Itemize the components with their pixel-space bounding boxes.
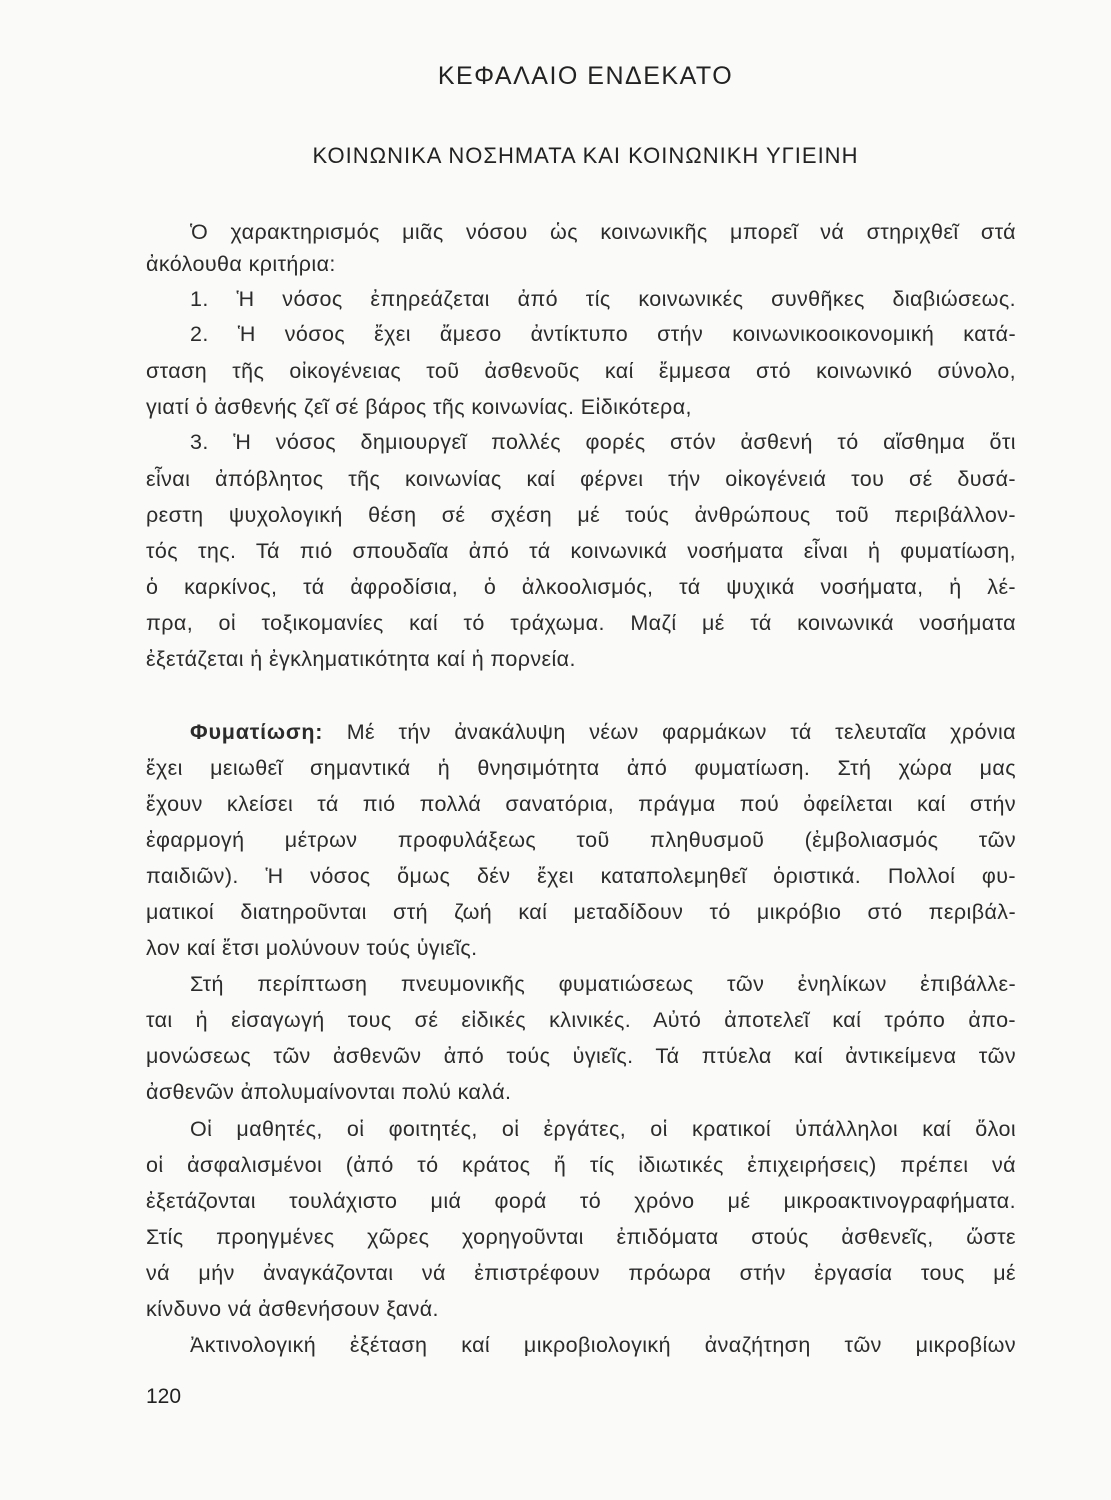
text-line: σταση τῆς οἰκογένειας τοῦ ἀσθενοῦς καί ἔμμεσα στό κοινωνικό σύνολο, <box>146 359 1016 383</box>
tuberculosis-first-line <box>146 720 1016 745</box>
text-line: Στή περίπτωση πνευμονικῆς φυματιώσεως τῶν ἐνηλίκων ἐπιβάλλε- <box>190 972 1016 996</box>
text-line: ρεστη ψυχολογική θέση σέ σχέση μέ τούς ἀνθρώπους τοῦ περιβάλλον- <box>146 503 1016 527</box>
text-line: ται ἡ εἰσαγωγή τους σέ εἰδικές κλινικές. Αὐτό ἀποτελεῖ καί τρόπο ἀπο- <box>146 1008 1016 1032</box>
text-line: 2. Ἡ νόσος ἔχει ἄμεσο ἀντίκτυπο στήν κοινωνικοοικονομική κατά- <box>190 322 1016 346</box>
text-line: Ὁ χαρακτηρισμός μιᾶς νόσου ὡς κοινωνικῆς μπορεῖ νά στηριχθεῖ στά <box>190 220 1016 244</box>
section-title: ΚΟΙΝΩΝΙΚΑ ΝΟΣΗΜΑΤΑ ΚΑΙ ΚΟΙΝΩΝΙΚΗ ΥΓΙΕΙΝΗ <box>312 143 859 168</box>
text-line: οἱ ἀσφαλισμένοι (ἀπό τό κράτος ἤ τίς ἰδιωτικές ἐπιχειρήσεις) πρέπει νά <box>146 1153 1016 1177</box>
text-line: 1. Ἡ νόσος ἐπηρεάζεται ἀπό τίς κοινωνικές συνθῆκες διαβιώσεως. <box>190 287 1016 311</box>
tuberculosis-heading: Φυματίωση: <box>190 720 324 744</box>
page-number: 120 <box>146 1385 182 1408</box>
text-line: μονώσεως τῶν ἀσθενῶν ἀπό τούς ὑγιεῖς. Τά πτύελα καί ἀντικείμενα τῶν <box>146 1044 1016 1068</box>
text-line: εἶναι ἀπόβλητος τῆς κοινωνίας καί φέρνει τήν οἰκογένειά του σέ δυσά- <box>146 467 1016 491</box>
text-line: ματικοί διατηροῦνται στή ζωή καί μεταδίδουν τό μικρόβιο στό περιβάλ- <box>146 900 1016 924</box>
text-line: 3. Ἡ νόσος δημιουργεῖ πολλές φορές στόν ἀσθενή τό αἴσθημα ὅτι <box>190 430 1016 454</box>
text-line: λον καί ἔτσι μολύνουν τούς ὑγιεῖς. <box>146 936 478 960</box>
text-line: πρα, οἱ τοξικομανίες καί τό τράχωμα. Μαζί μέ τά κοινωνικά νοσήματα <box>146 611 1016 635</box>
text-line: ἐξετάζονται τουλάχιστο μιά φορά τό χρόνο μέ μικροακτινογραφήματα. <box>146 1189 1016 1213</box>
text-line: Οἱ μαθητές, οἱ φοιτητές, οἱ ἐργάτες, οἱ κρατικοί ὑπάλληλοι καί ὅλοι <box>190 1117 1016 1141</box>
text-line: Στίς προηγμένες χῶρες χορηγοῦνται ἐπιδόματα στούς ἀσθενεῖς, ὥστε <box>146 1225 1016 1249</box>
text-span: Μέ τήν ἀνακάλυψη νέων φαρμάκων τά τελευταῖα χρόνια <box>346 720 1017 744</box>
text-line: τός της. Τά πιό σπουδαῖα ἀπό τά κοινωνικά νοσήματα εἶναι ἡ φυματίωση, <box>146 539 1016 563</box>
chapter-title: ΚΕΦΑΛΑΙΟ ΕΝΔΕΚΑΤΟ <box>437 62 734 90</box>
text-line: νά μήν ἀναγκάζονται νά ἐπιστρέφουν πρόωρα στήν ἐργασία τους μέ <box>146 1261 1016 1285</box>
text-line: ἔχουν κλείσει τά πιό πολλά σανατόρια, πράγμα πού ὀφείλεται καί στήν <box>146 792 1016 816</box>
text-line: ἀκόλουθα κριτήρια: <box>146 252 336 276</box>
text-line: Ἀκτινολογική ἐξέταση καί μικροβιολογική ἀναζήτηση τῶν μικροβίων <box>190 1333 1016 1357</box>
text-line: ἐφαρμογή μέτρων προφυλάξεως τοῦ πληθυσμοῦ (ἐμβολιασμός τῶν <box>146 828 1016 852</box>
text-line: ἔχει μειωθεῖ σημαντικά ἡ θνησιμότητα ἀπό φυματίωση. Στή χώρα μας <box>146 756 1016 780</box>
text-line: κίνδυνο νά ἀσθενήσουν ξανά. <box>146 1297 439 1321</box>
text-line: ἐξετάζεται ἡ ἐγκληματικότητα καί ἡ πορνεία. <box>146 647 576 671</box>
text-line: ὁ καρκίνος, τά ἀφροδίσια, ὁ ἀλκοολισμός, τά ψυχικά νοσήματα, ἡ λέ- <box>146 575 1016 599</box>
text-line: γιατί ὁ ἀσθενής ζεῖ σέ βάρος τῆς κοινωνίας. Εἰδικότερα, <box>146 395 692 419</box>
text-line: ἀσθενῶν ἀπολυμαίνονται πολύ καλά. <box>146 1080 512 1104</box>
text-line: παιδιῶν). Ἡ νόσος ὅμως δέν ἔχει καταπολεμηθεῖ ὁριστικά. Πολλοί φυ- <box>146 864 1016 888</box>
